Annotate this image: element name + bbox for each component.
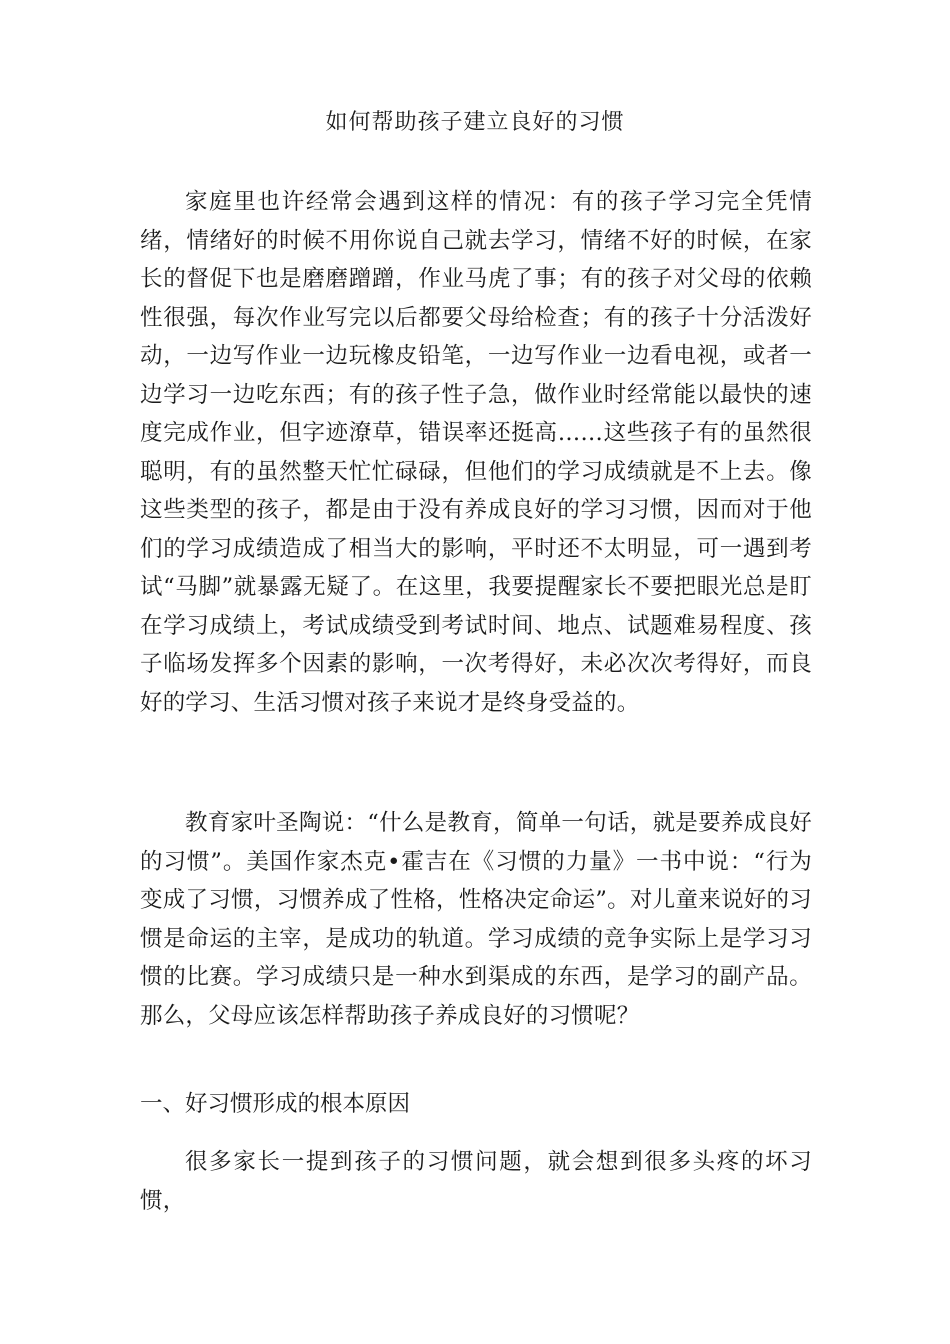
body-paragraph: 教育家叶圣陶说：“什么是教育，简单一句话，就是要养成良好的习惯”。美国作家杰克•霍吉在《习惯的力量》一书中说：“行为变成了习惯，习惯养成了性格，性格决定命运”。对儿童来说好的习惯是命运的主宰，是成功的轨道。学习成绩的竞争实际上是学习习惯的比赛。学习成绩只是一种水到渠成的东西，是学习的副产品。那么，父母应该怎样帮助孩子养成良好的习惯呢？ [140,810,812,1029]
document-title: 如何帮助孩子建立良好的习惯 [325,110,625,135]
section-heading: 一、好习惯形成的根本原因 [140,1091,411,1117]
body-paragraph: 家庭里也许经常会遇到这样的情况：有的孩子学习完全凭情绪，情绪好的时候不用你说自己就去学习，情绪不好的时候，在家长的督促下也是磨磨蹭蹭，作业马虎了事；有的孩子对父母的依赖性很强，每次作业写完以后都要父母给检查；有的孩子十分活泼好动，一边写作业一边玩橡皮铅笔，一边写作业一边看电视，或者一边学习一边吃东西；有的孩子性子急，做作业时经常能以最快的速度完成作业，但字迹潦草，错误率还挺高……这些孩子有的虽然很聪明，有的虽然整天忙忙碌碌，但他们的学习成绩就是不上去。像这些类型的孩子，都是由于没有养成良好的学习习惯，因而对于他们的学习成绩造成了相当大的影响，平时还不太明显，可一遇到考试“马脚”就暴露无疑了。在这里，我要提醒家长不要把眼光总是盯在学习成绩上，考试成绩受到考试时间、地点、试题难易程度、孩子临场发挥多个因素的影响，一次考得好，未必次次考得好，而良好的学习、生活习惯对孩子来说才是终身受益的。 [140,189,812,716]
body-paragraph: 很多家长一提到孩子的习惯问题，就会想到很多头疼的坏习惯， [140,1149,812,1214]
